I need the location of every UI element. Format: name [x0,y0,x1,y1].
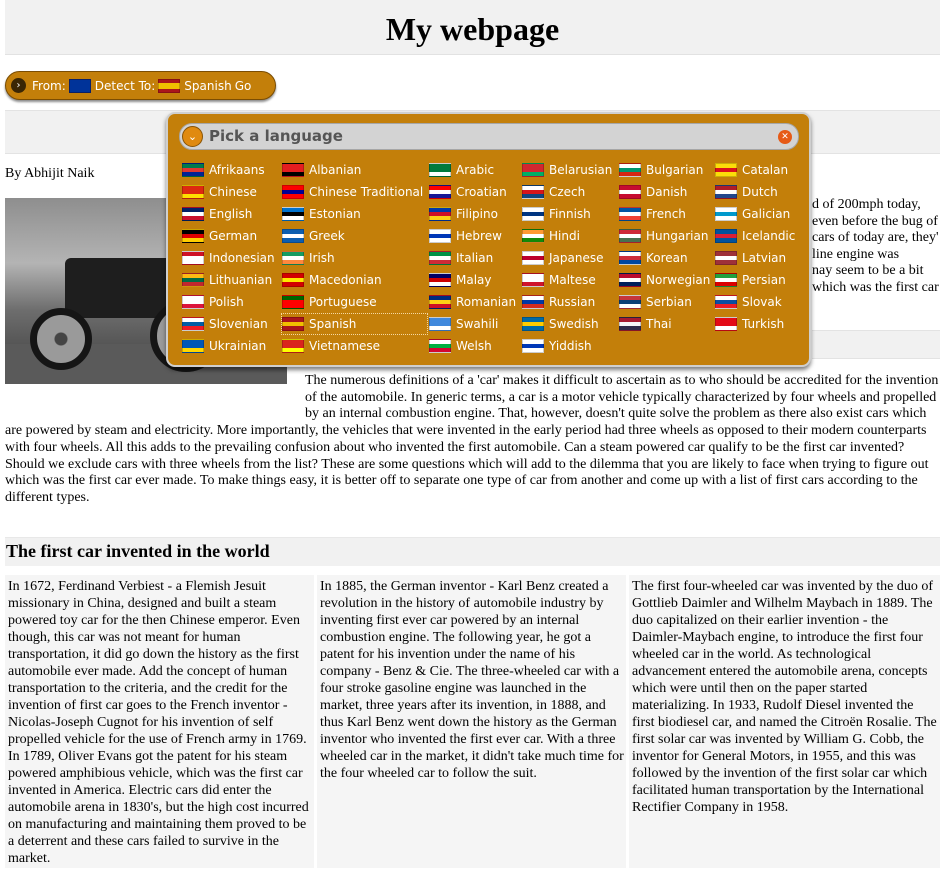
language-option[interactable] [618,159,714,181]
fragment-line: which was the first car [812,279,939,295]
flag-icon [282,273,304,287]
language-option[interactable] [521,291,618,313]
obscured-text-fragments [812,197,939,296]
byline: By Abhijit Naik [5,166,95,181]
language-label: Italian [456,251,494,265]
column-2 [317,575,626,868]
flag-icon [619,185,641,199]
language-option[interactable] [281,291,428,313]
intro-text: The numerous definitions of a 'car' makes it difficult to ascertain as to who should be accredited for the invention of the automobile. In generic terms, a car is a motor vehicle typically characterized by four wheels and propelled by an internal combustion engine. That, however, doesn't quite solve the problem as there also exist cars which are powered by steam and electricity. More importantly, the vehicles that were invented in the early period had three wheels as opposed to their modern counterparts with four wheels. All this adds to the prevailing confusion about who invented the first automobile. Can a steam powered car qualify to be the first car invented? Should we exclude cars with three wheels from the list? These are some questions which will add to the dilemma that you are likely to face when trying to figure out which was the first car ever made. To make things easy, it is better off to separate one type of car from another and come up with a list of first cars according to the different types. [5,373,939,505]
translate-bar[interactable] [5,71,276,100]
language-option[interactable] [181,181,281,203]
flag-icon [619,295,641,309]
language-label: Vietnamese [309,339,381,353]
language-label: Yiddish [549,339,592,353]
language-option[interactable] [618,225,714,247]
language-option[interactable] [618,291,714,313]
language-option[interactable] [281,159,428,181]
flag-icon [182,207,204,221]
language-option[interactable] [521,203,618,225]
flag-icon [182,295,204,309]
language-option[interactable] [618,269,714,291]
language-label: Dutch [742,185,778,199]
language-label: German [209,229,258,243]
flag-icon [522,229,544,243]
language-label: Thai [646,317,672,331]
language-label: Malay [456,273,492,287]
flag-icon [619,163,641,177]
language-option[interactable] [181,225,281,247]
flag-icon [429,295,451,309]
language-option[interactable] [714,159,807,181]
fragment-line: cars of today are, they' [812,230,939,245]
flag-icon [715,163,737,177]
title-bar [5,0,940,55]
flag-icon [182,273,204,287]
flag-icon [715,185,737,199]
language-label: Irish [309,251,335,265]
language-option[interactable] [181,159,281,181]
language-label: Maltese [549,273,596,287]
flag-icon [429,339,451,353]
column-1 [5,575,314,868]
language-option[interactable] [714,247,807,269]
flag-icon [522,251,544,265]
fragment-line: even before the bug of [812,213,938,229]
language-label: Persian [742,273,786,287]
language-option[interactable] [618,313,714,335]
flag-icon [619,207,641,221]
language-label: English [209,207,253,221]
fragment-line: line engine was [812,246,900,262]
flag-icon [429,273,451,287]
language-label: Catalan [742,163,789,177]
section-heading-band [5,537,940,566]
flag-icon [619,251,641,265]
language-picker-title: Pick a language [209,127,343,145]
language-option[interactable] [618,181,714,203]
language-option[interactable] [521,247,618,269]
language-label: Slovak [742,295,782,309]
language-option[interactable] [714,181,807,203]
language-option[interactable] [281,203,428,225]
flag-icon [282,163,304,177]
language-option[interactable] [428,225,521,247]
flag-icon [522,295,544,309]
language-option[interactable] [281,335,428,357]
flag-icon [282,185,304,199]
flag-icon [282,317,304,331]
language-label: Estonian [309,207,361,221]
language-label: French [646,207,686,221]
flag-icon [182,339,204,353]
language-label: Hindi [549,229,580,243]
language-label: Romanian [456,295,517,309]
language-label: Norwegian [646,273,711,287]
flag-icon [429,229,451,243]
flag-icon [182,229,204,243]
language-picker-header [179,123,799,150]
language-option[interactable] [521,269,618,291]
flag-icon [522,163,544,177]
flag-icon [429,317,451,331]
flag-icon [182,185,204,199]
language-label: Chinese Traditional [309,185,424,199]
flag-icon [429,251,451,265]
language-option[interactable] [181,291,281,313]
language-option[interactable] [521,313,618,335]
language-label: Spanish [309,317,357,331]
flag-icon [522,185,544,199]
language-option[interactable] [281,225,428,247]
language-option[interactable] [714,313,807,335]
language-option[interactable] [281,247,428,269]
language-option[interactable] [181,247,281,269]
language-option[interactable] [281,313,428,335]
flag-icon [282,339,304,353]
flag-icon [282,251,304,265]
flag-icon [282,207,304,221]
language-label: Bulgarian [646,163,704,177]
language-label: Swahili [456,317,499,331]
spain-flag-icon[interactable] [158,79,180,93]
flag-icon [182,251,204,265]
go-button[interactable]: Go [234,78,252,93]
language-option[interactable] [714,225,807,247]
article-columns [5,575,940,868]
language-label: Greek [309,229,345,243]
gray-band-right [812,330,940,359]
language-option[interactable] [181,203,281,225]
language-label: Danish [646,185,688,199]
language-option[interactable] [428,203,521,225]
language-option[interactable] [521,159,618,181]
intro-paragraph [5,373,940,507]
flag-icon [619,273,641,287]
language-option[interactable] [428,269,521,291]
flag-icon [715,317,737,331]
photo-wheel-front [30,308,92,370]
language-label: Finnish [549,207,591,221]
language-option[interactable] [714,203,807,225]
language-option[interactable] [428,335,521,357]
language-label: Serbian [646,295,692,309]
flag-icon [715,229,737,243]
flag-icon [429,163,451,177]
language-label: Turkish [742,317,785,331]
language-label: Indonesian [209,251,275,265]
language-grid [181,159,807,359]
language-label: Slovenian [209,317,268,331]
flag-icon [282,295,304,309]
language-label: Chinese [209,185,257,199]
flag-icon [182,317,204,331]
flag-icon [619,229,641,243]
language-option[interactable] [714,269,807,291]
flag-icon [715,273,737,287]
chevron-down-icon: ⌄ [182,126,203,147]
language-option[interactable] [618,203,714,225]
flag-icon [715,251,737,265]
language-option[interactable] [428,313,521,335]
language-option[interactable] [281,181,428,203]
language-label: Hungarian [646,229,709,243]
language-label: Latvian [742,251,787,265]
flag-icon [715,295,737,309]
language-label: Macedonian [309,273,382,287]
column-text: The first four-wheeled car was invented by the duo of Gottlieb Daimler and Wilhelm Maybach in 1889. The duo capitalized on their earlier invention - the Daimler-Maybach engine, to introduce the first four wheeled car in the world. As technological advancement entered the automobile arena, concepts which were until then on the paper started materializing. In 1933, Rudolf Diesel invented the first biodiesel car, and named the Citroën Rosalie. The first solar car was invented by William G. Cobb, the inventor for General Motors, in 1955, and this was followed by the invention of the first solar car which facilitated human transportation by the International Rectifier Company in 1958. [632,579,937,815]
to-label: Detect To: [94,78,156,93]
flag-icon [619,317,641,331]
float-gap [5,373,305,408]
language-label: Ukrainian [209,339,267,353]
language-label: Icelandic [742,229,796,243]
language-label: Arabic [456,163,495,177]
column-text: In 1672, Ferdinand Verbiest - a Flemish Jesuit missionary in China, designed and built a steam powered toy car for the then Chinese emperor. Even though, this car was not meant for human transportation, it did go down the history as the first automobile ever made. Add the concept of human transportation to the criteria, and the credit for the invention of first car goes to the French inventor - Nicolas-Joseph Cugnot for his invention of self propelled vehicle for the use of French army in 1769. In 1789, Oliver Evans got the patent for his steam powered amphibious vehicle, which was the first car invented in America. Electric cars did enter the automobile arena in 1830's, but the high cost incurred on manufacturing and maintaining them proved to be a deterrent and these cars failed to survive in the market. [8,579,309,866]
flag-icon [522,317,544,331]
language-option[interactable] [521,225,618,247]
language-label: Filipino [456,207,498,221]
close-icon[interactable]: ✕ [778,130,792,144]
language-label: Hebrew [456,229,502,243]
language-label: Welsh [456,339,492,353]
eu-flag-icon[interactable] [69,79,91,93]
language-label: Galician [742,207,791,221]
language-label: Russian [549,295,596,309]
chevron-right-icon[interactable]: › [11,78,26,93]
language-label: Swedish [549,317,599,331]
language-label: Portuguese [309,295,377,309]
language-option[interactable] [181,269,281,291]
language-option[interactable] [521,335,618,357]
language-option[interactable] [428,181,521,203]
from-label: From: [32,78,66,93]
selected-language[interactable]: Spanish [184,78,232,93]
flag-icon [182,163,204,177]
fragment-line: d of 200mph today, [812,197,921,212]
language-label: Japanese [549,251,604,265]
language-label: Croatian [456,185,507,199]
language-option[interactable] [714,291,807,313]
language-label: Albanian [309,163,362,177]
flag-icon [282,229,304,243]
language-option[interactable] [428,247,521,269]
column-text: In 1885, the German inventor - Karl Benz created a revolution in the history of automobile industry by inventing first ever car powered by an internal combustion engine. The following year, he got a patent for his invention under the name of his company - Benz & Cie. The three-wheeled car with a four stroke gasoline engine was launched in the market, three years after its invention, in 1888, and thus Karl Benz went down the history as the German inventor who invented the first ever car. With a three wheeled car in the market, it didn't take much time for the four wheeled car to follow the suit. [320,579,624,781]
language-label: Belarusian [549,163,613,177]
language-label: Afrikaans [209,163,265,177]
flag-icon [715,207,737,221]
language-option[interactable] [618,247,714,269]
flag-icon [429,207,451,221]
section-title: The first car invented in the world [6,541,270,561]
language-label: Lithuanian [209,273,273,287]
language-picker-popup [166,112,811,367]
flag-icon [429,185,451,199]
language-label: Korean [646,251,688,265]
page-title: My webpage [385,11,560,47]
language-option[interactable] [428,291,521,313]
language-label: Czech [549,185,586,199]
language-option[interactable] [521,181,618,203]
language-label: Polish [209,295,244,309]
flag-icon [522,207,544,221]
flag-icon [522,339,544,353]
language-option[interactable] [281,269,428,291]
language-option[interactable] [181,335,281,357]
language-option[interactable] [181,313,281,335]
column-3 [629,575,940,868]
language-option[interactable] [428,159,521,181]
flag-icon [522,273,544,287]
fragment-line: nay seem to be a bit [812,263,924,278]
